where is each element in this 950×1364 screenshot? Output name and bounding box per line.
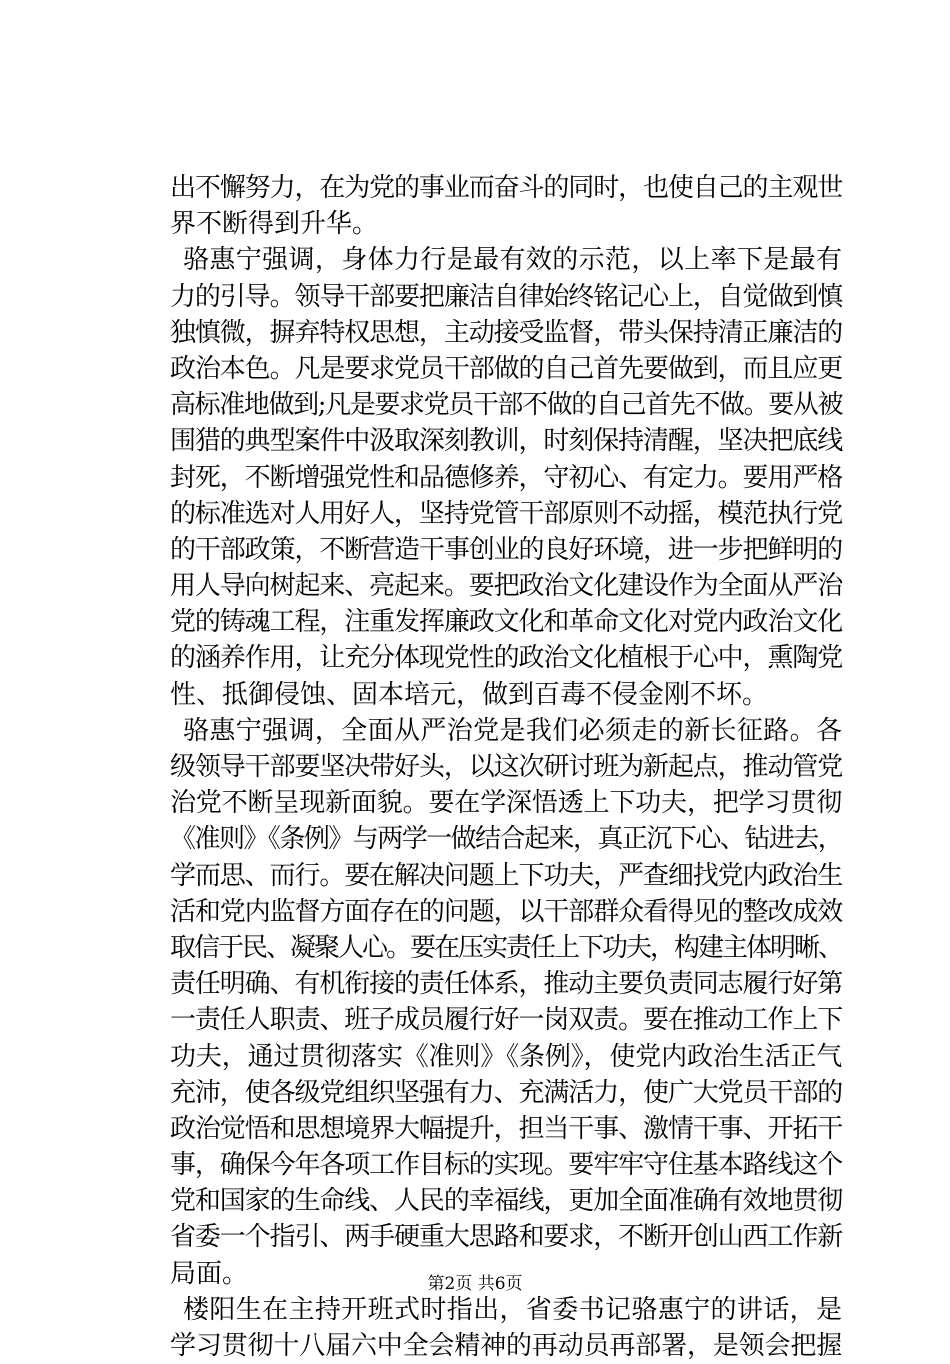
text-line: 出不懈努力，在为党的事业而奋斗的同时，也使自己的主观世 [170,173,842,203]
text-line: 的干部政策，不断营造干事创业的良好环境，进一步把鲜明的 [170,534,842,565]
text-line: 学习贯彻十八届六中全会精神的再动员再部署，是领会把握 [170,1331,842,1361]
text-line: 高标准地做到;凡是要求党员干部不做的自己首先不做。要从被 [170,390,842,421]
text-line: 的涵养作用，让充分体现党性的政治文化植根于心中，熏陶党 [170,643,842,674]
text-line: 围猎的典型案件中汲取深刻教训，时刻保持清醒，坚决把底线 [170,426,842,457]
text-line: 界不断得到升华。 [170,209,379,240]
text-line: 楼阳生在主持开班式时指出，省委书记骆惠宁的讲话，是 [183,1294,842,1325]
text-line: 性、抵御侵蚀、固本培元，做到百毒不侵金刚不坏。 [170,679,769,710]
text-line: 独慎微，摒弃特权思想，主动接受监督，带头保持清正廉洁的 [170,317,842,348]
text-line: 事，确保今年各项工作目标的实现。要牢牢守住基本路线这个 [170,1150,842,1181]
body-text [170,170,842,1364]
text-line: 省委一个指引、两手硬重大思路和要求，不断开创山西工作新 [170,1222,842,1253]
page-footer: 第2页 共6页 [427,1274,523,1294]
text-line: 责任明确、有机衔接的责任体系，推动主要负责同志履行好第 [170,969,842,1000]
text-line: 《准则》《条例》与两学一做结合起来，真正沉下心、钻进去， [170,824,842,855]
text-line: 骆惠宁强调，身体力行是最有效的示范，以上率下是最有 [183,245,842,276]
text-line: 政治觉悟和思想境界大幅提升，担当干事、激情干事、开拓干 [170,1113,842,1144]
text-line: 充沛，使各级党组织坚强有力、充满活力，使广大党员干部的 [170,1077,842,1108]
text-line: 政治本色。凡是要求党员干部做的自己首先要做到，而且应更 [170,353,842,384]
text-line: 用人导向树起来、亮起来。要把政治文化建设作为全面从严治 [170,571,842,602]
text-line: 学而思、而行。要在解决问题上下功夫，严查细找党内政治生 [170,860,842,891]
text-line: 治党不断呈现新面貌。要在学深悟透上下功夫，把学习贯彻 [170,788,842,819]
text-line: 封死，不断增强党性和品德修养，守初心、有定力。要用严格 [170,462,842,493]
text-line: 取信于民、凝聚人心。要在压实责任上下功夫，构建主体明晰、 [170,932,843,963]
text-line: 党的铸魂工程，注重发挥廉政文化和革命文化对党内政治文化 [170,607,842,638]
text-line: 功夫，通过贯彻落实《准则》《条例》，使党内政治生活正气 [170,1041,842,1072]
text-line: 骆惠宁强调，全面从严治党是我们必须走的新长征路。各 [183,715,842,746]
text-line: 的标准选对人用好人，坚持党管干部原则不动摇，模范执行党 [170,498,842,529]
text-line: 活和党内监督方面存在的问题，以干部群众看得见的整改成效 [170,896,842,927]
text-line: 一责任人职责、班子成员履行好一岗双责。要在推动工作上下 [170,1005,842,1036]
text-line: 局面。 [170,1258,249,1289]
text-line: 级领导干部要坚决带好头，以这次研讨班为新起点，推动管党 [170,752,842,782]
text-line: 力的引导。领导干部要把廉洁自律始终铭记心上，自觉做到慎 [170,281,842,312]
text-line: 党和国家的生命线、人民的幸福线，更加全面准确有效地贯彻 [170,1186,842,1217]
